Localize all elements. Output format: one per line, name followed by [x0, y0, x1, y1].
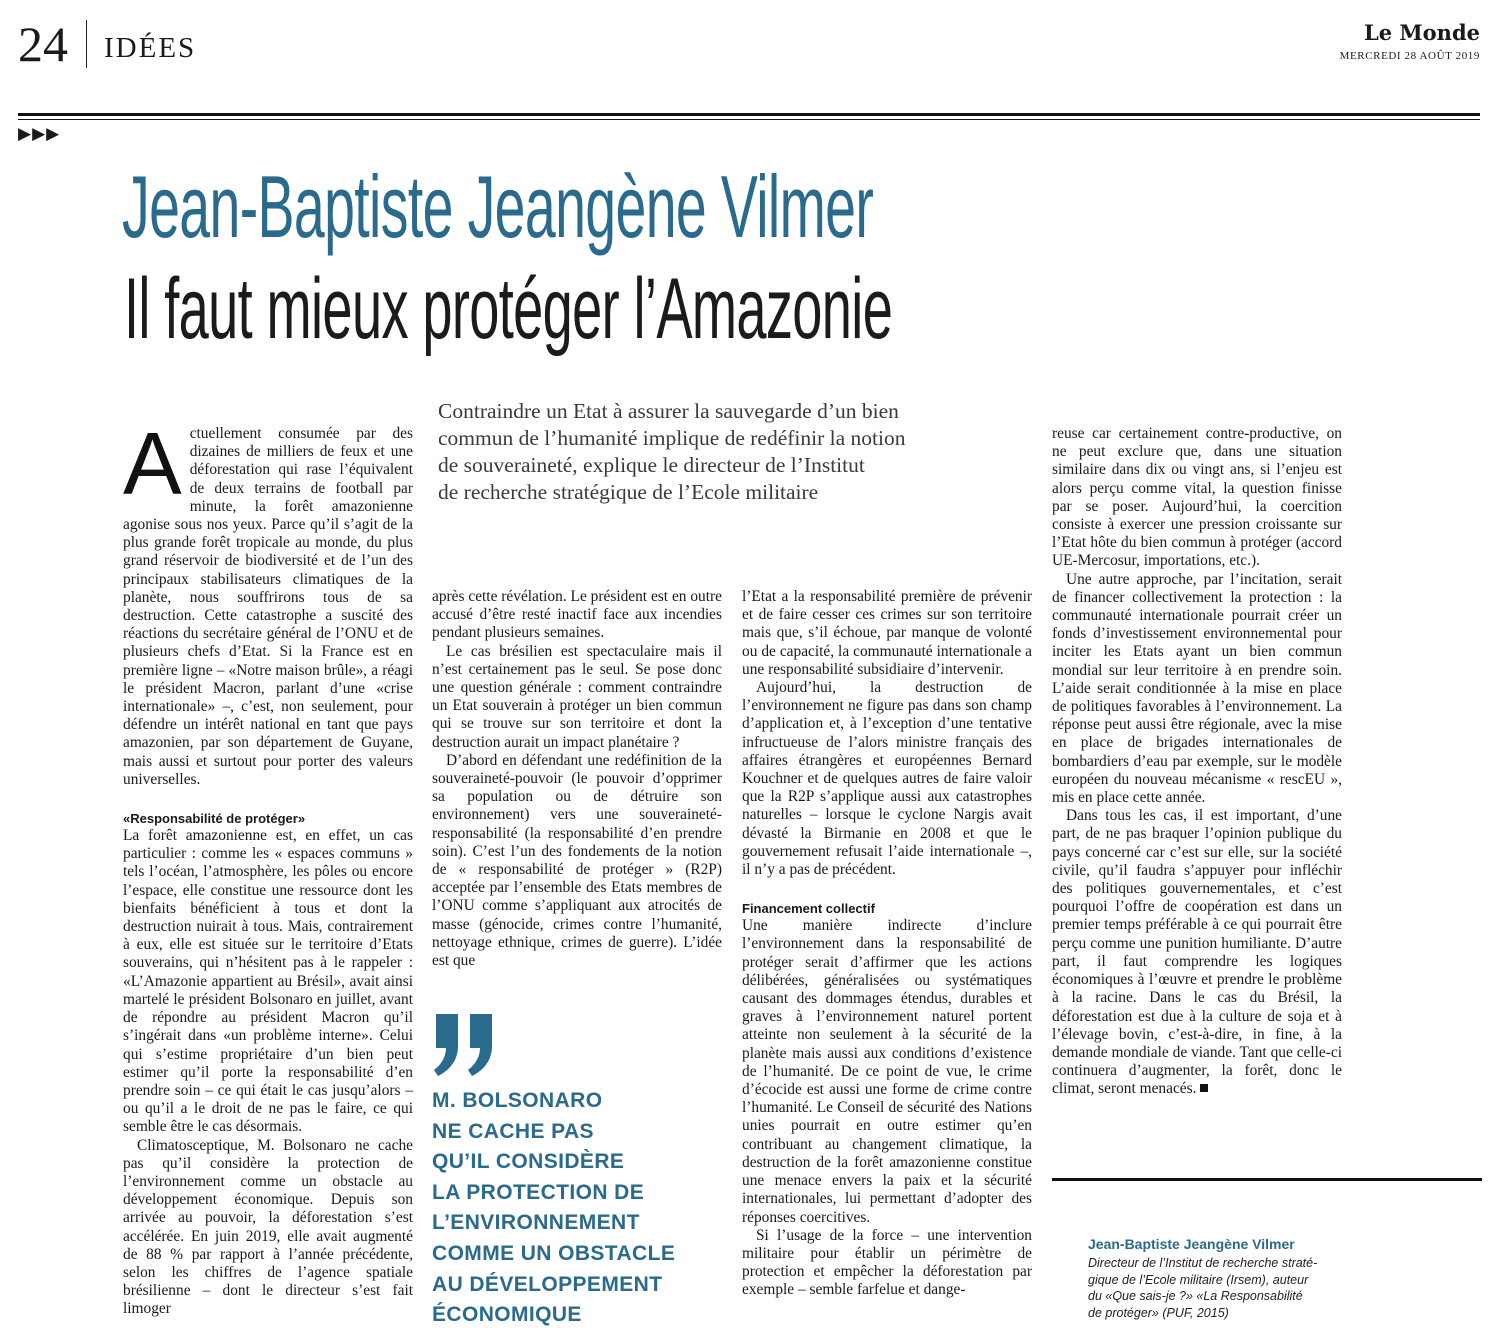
- pull-quote-line: QU’IL CONSIDÈRE: [432, 1150, 625, 1174]
- paragraph: [1052, 807, 1342, 1098]
- bio-line: gique de l’Ecole militaire (Irsem), auteur: [1088, 1272, 1309, 1287]
- pull-quote-line: LA PROTECTION DE: [432, 1180, 645, 1204]
- article-headline: Il faut mieux protéger l’Amazonie: [124, 261, 893, 357]
- paragraph: D’abord en défendant une redéfinition de la souveraineté-pouvoir (le pouvoir d’opprimer sa population ou de détruire son environnement) vers une souveraineté-responsabilité (la responsabilité d’en prendre soin). C’est l’un des fondements de la notion de « responsabilité de protéger » (R2P) acceptée par l’ensemble des Etats membres de l’ONU comme s’appliquant aux atrocités de masse (génocide, crimes contre l’humanité, nettoyage ethnique, crimes de guerre). L’idée est que: [432, 751, 722, 970]
- subheading: «Responsabilité de protéger»: [123, 811, 306, 827]
- subheading: Financement collectif: [742, 901, 875, 917]
- end-mark-icon: [1200, 1084, 1208, 1092]
- paragraph: Une manière indirecte d’inclure l’environnement dans la responsabilité de protéger serait d’affirmer que les actions délibérées, généralisées ou systématiques causant des dommages étendus, durables et graves à l’environnement naturel portent atteinte non seulement à la sécurité de la planète mais aussi aux conditions d’existence de l’humanité. De ce point de vue, le crime d’écocide est aussi une forme de crime contre l’humanité. Le Conseil de sécurité des Nations unies pourrait en outre estimer qu’en contribuant au changement climatique, la destruction de la forêt amazonienne constitue une menace envers la paix et la sécurité internationales, lui permettant d’adopter des réponses coercitives.: [742, 917, 1032, 1226]
- quote-mark-icon: [432, 1010, 502, 1080]
- paragraph: reuse car certainement contre-productive, on ne peut exclure que, dans une situation similaire dans dix ou vingt ans, si l’enjeu est alors perçu comme vital, la question finisse par se poser. Aujourd’hui, la coercition consiste à exercer une pression croissante sur l’Etat hôte du bien commun à protéger (accord UE-Mercosur, importations, etc.).: [1052, 425, 1342, 570]
- paragraph: Le cas brésilien est spectaculaire mais il n’est certainement pas le seul. Se pose donc une question générale : comment contraindre un Etat souverain à protéger un bien commun qui se trouve sur son territoire et dont la destruction aurait un impact planétaire ?: [432, 642, 722, 751]
- header-rule: [18, 113, 1480, 116]
- header-rule-thin: [18, 119, 1480, 120]
- bio-rule: [1052, 1178, 1482, 1181]
- pull-quote: [432, 1086, 732, 1331]
- paragraph: ctuellement consumée par des dizaines de milliers de feux et une déforestation qui rase l’équivalent de deux terrains de football par minute, la forêt amazonienne agonise sous nos yeux. Parce qu’il s’agit de la plus grande forêt tropicale au monde, du plus grand réservoir de biodiversité et de l’un des principaux stabilisateurs climatiques de la planète, nous souffrirons tous de sa destruction. Cette catastrophe a suscité des réactions du secrétaire général de l’ONU et de plusieurs chefs d’Etat. Si la France est en première ligne – «Notre maison brûle», a réagi le président Macron, parlant d’une «crise internationale» –, c’est, non seulement, pour défendre un intérêt national en tant que pays amazonien, par son département de Guyane, mais aussi et surtout pour porter des valeurs universelles.: [123, 425, 413, 788]
- pull-quote-line: L’ENVIRONNEMENT: [432, 1211, 640, 1235]
- paragraph: l’Etat a la responsabilité première de prévenir et de faire cesser ces crimes sur son territoire mais que, s’il échoue, par manque de volonté ou de capacité, la communauté internationale a une responsabilité subsidiaire d’intervenir.: [742, 588, 1032, 678]
- issue-date: MERCREDI 28 AOÛT 2019: [1339, 50, 1480, 62]
- paragraph: La forêt amazonienne est, en effet, un cas particulier : comme les « espaces communs » tels l’océan, l’atmosphère, les pôles ou encore l’espace, elle constitue une ressource dont les bienfaits bénéficient à tous et dont la destruction nuirait à tous. Mais, contrairement à eux, elle est située sur le territoire d’Etats souverains, qui n’hésitent pas à le rappeler : «L’Amazonie appartient au Brésil», avait ainsi martelé le président Bolsonaro en juillet, avant de répondre au président Macron qu’il s’ingérait dans «un problème interne». Celui qui s’estime propriétaire d’un bien peut estimer qu’il porte la responsabilité d’en prendre soin – ce qui était le cas jusqu’alors – ou qu’il a le droit de ne pas le faire, ce qui semble être le cas désormais.: [123, 827, 413, 1136]
- bio-author-name: Jean-Baptiste Jeangène Vilmer: [1088, 1236, 1295, 1252]
- bio-line: du «Que sais-je ?» «La Responsabilité: [1088, 1289, 1303, 1304]
- pull-quote-line: AU DÉVELOPPEMENT: [432, 1272, 663, 1296]
- pull-quote-line: M. BOLSONARO: [432, 1089, 603, 1112]
- pull-quote-line: NE CACHE PAS: [432, 1119, 594, 1143]
- article-column-4: [1052, 425, 1342, 1099]
- paragraph-text: Dans tous les cas, il est important, d’une part, de ne pas braquer l’opinion publique du pays concerné car c’est sur elle, sur la société civile, qu’il faudra s’appuyer pour infléchir des politiques gouvernementales, et c’est pourquoi l’offre de coopération est dans un premier temps préférable à ce qui pourrait être perçu comme une punition humiliante. D’autre part, il faut comprendre les logiques économiques à l’œuvre et prendre le problème à la racine. Dans le cas du Brésil, la déforestation est due à la culture de soja et à l’élevage bovin, c’est-à-dire, in fine, à la demande mondiale de viande. Tant que celle-ci continuera d’augmenter, la forêt, donc le climat, seront menacés.: [1052, 807, 1342, 1098]
- bio-line: Directeur de l’Institut de recherche straté-: [1088, 1256, 1318, 1270]
- paragraph: après cette révélation. Le président est en outre accusé d’être resté inactif face aux incendies pendant plusieurs semaines.: [432, 588, 722, 642]
- page-number: 24: [18, 16, 68, 72]
- bio-description: [1088, 1255, 1348, 1321]
- lead-line: de souveraineté, explique le directeur de l’Institut: [438, 453, 865, 477]
- header-divider: [86, 20, 87, 68]
- pull-quote-line: ÉCONOMIQUE: [432, 1303, 582, 1327]
- article-column-1: [123, 414, 413, 1319]
- lead-line: Contraindre un Etat à assurer la sauvegarde d’un bien: [438, 399, 899, 423]
- pull-quote-line: COMME UN OBSTACLE: [432, 1241, 676, 1265]
- lead-line: de recherche stratégique de l’Ecole militaire: [438, 480, 819, 504]
- lead-line: commun de l’humanité implique de redéfinir la notion: [438, 426, 906, 450]
- section-arrows-icon: ▶▶▶: [18, 124, 61, 144]
- article-lead: [438, 398, 993, 506]
- bio-line: de protéger» (PUF, 2015): [1088, 1305, 1229, 1320]
- drop-cap: A: [123, 414, 182, 513]
- section-title: IDÉES: [104, 32, 197, 64]
- newspaper-logo: Le Monde: [1363, 20, 1480, 45]
- paragraph: Si l’usage de la force – une intervention militaire pour établir un périmètre de protection et empêcher la déforestation par exemple – semble farfelue et dange-: [742, 1226, 1032, 1299]
- paragraph: Une autre approche, par l’incitation, serait de financer collectivement la protection : la communauté internationale pourrait créer un fonds d’investissement environnemental pour inciter les Etats ayant un bien commun mondial sur leur territoire à en prendre soin. L’aide serait conditionnée à la mise en place de politiques favorables à l’environnement. La réponse peut aussi être régionale, avec la mise en place de brigades internationales de bombardiers d’eau par exemple, sur le modèle européen du nouveau mécanisme « rescEU », mis en place cette année.: [1052, 570, 1342, 807]
- article-column-2: [432, 588, 722, 970]
- author-headline: Jean-Baptiste Jeangène Vilmer: [122, 157, 874, 256]
- article-column-3: [742, 588, 1032, 1300]
- paragraph: Aujourd’hui, la destruction de l’environnement ne figure pas dans son champ d’application et, à l’exception d’une tentative infructueuse de l’alors ministre français des affaires étrangères et européennes Bernard Kouchner et de quelques autres de faire valoir que la R2P s’applique aussi aux catastrophes naturelles – lorsque le cyclone Nargis avait dévasté la Birmanie en 2008 et que le gouvernement refusait l’aide internationale –, il n’y a pas de précédent.: [742, 679, 1032, 879]
- paragraph: Climatosceptique, M. Bolsonaro ne cache pas qu’il considère la protection de l’environnement comme un obstacle au développement économique. Depuis son arrivée au pouvoir, la déforestation s’est accélérée. En juin 2019, elle avait augmenté de 88 % par rapport à l’année précédente, selon les chiffres de l’agence spatiale brésilienne – dont le directeur s’est fait limoger: [123, 1136, 413, 1318]
